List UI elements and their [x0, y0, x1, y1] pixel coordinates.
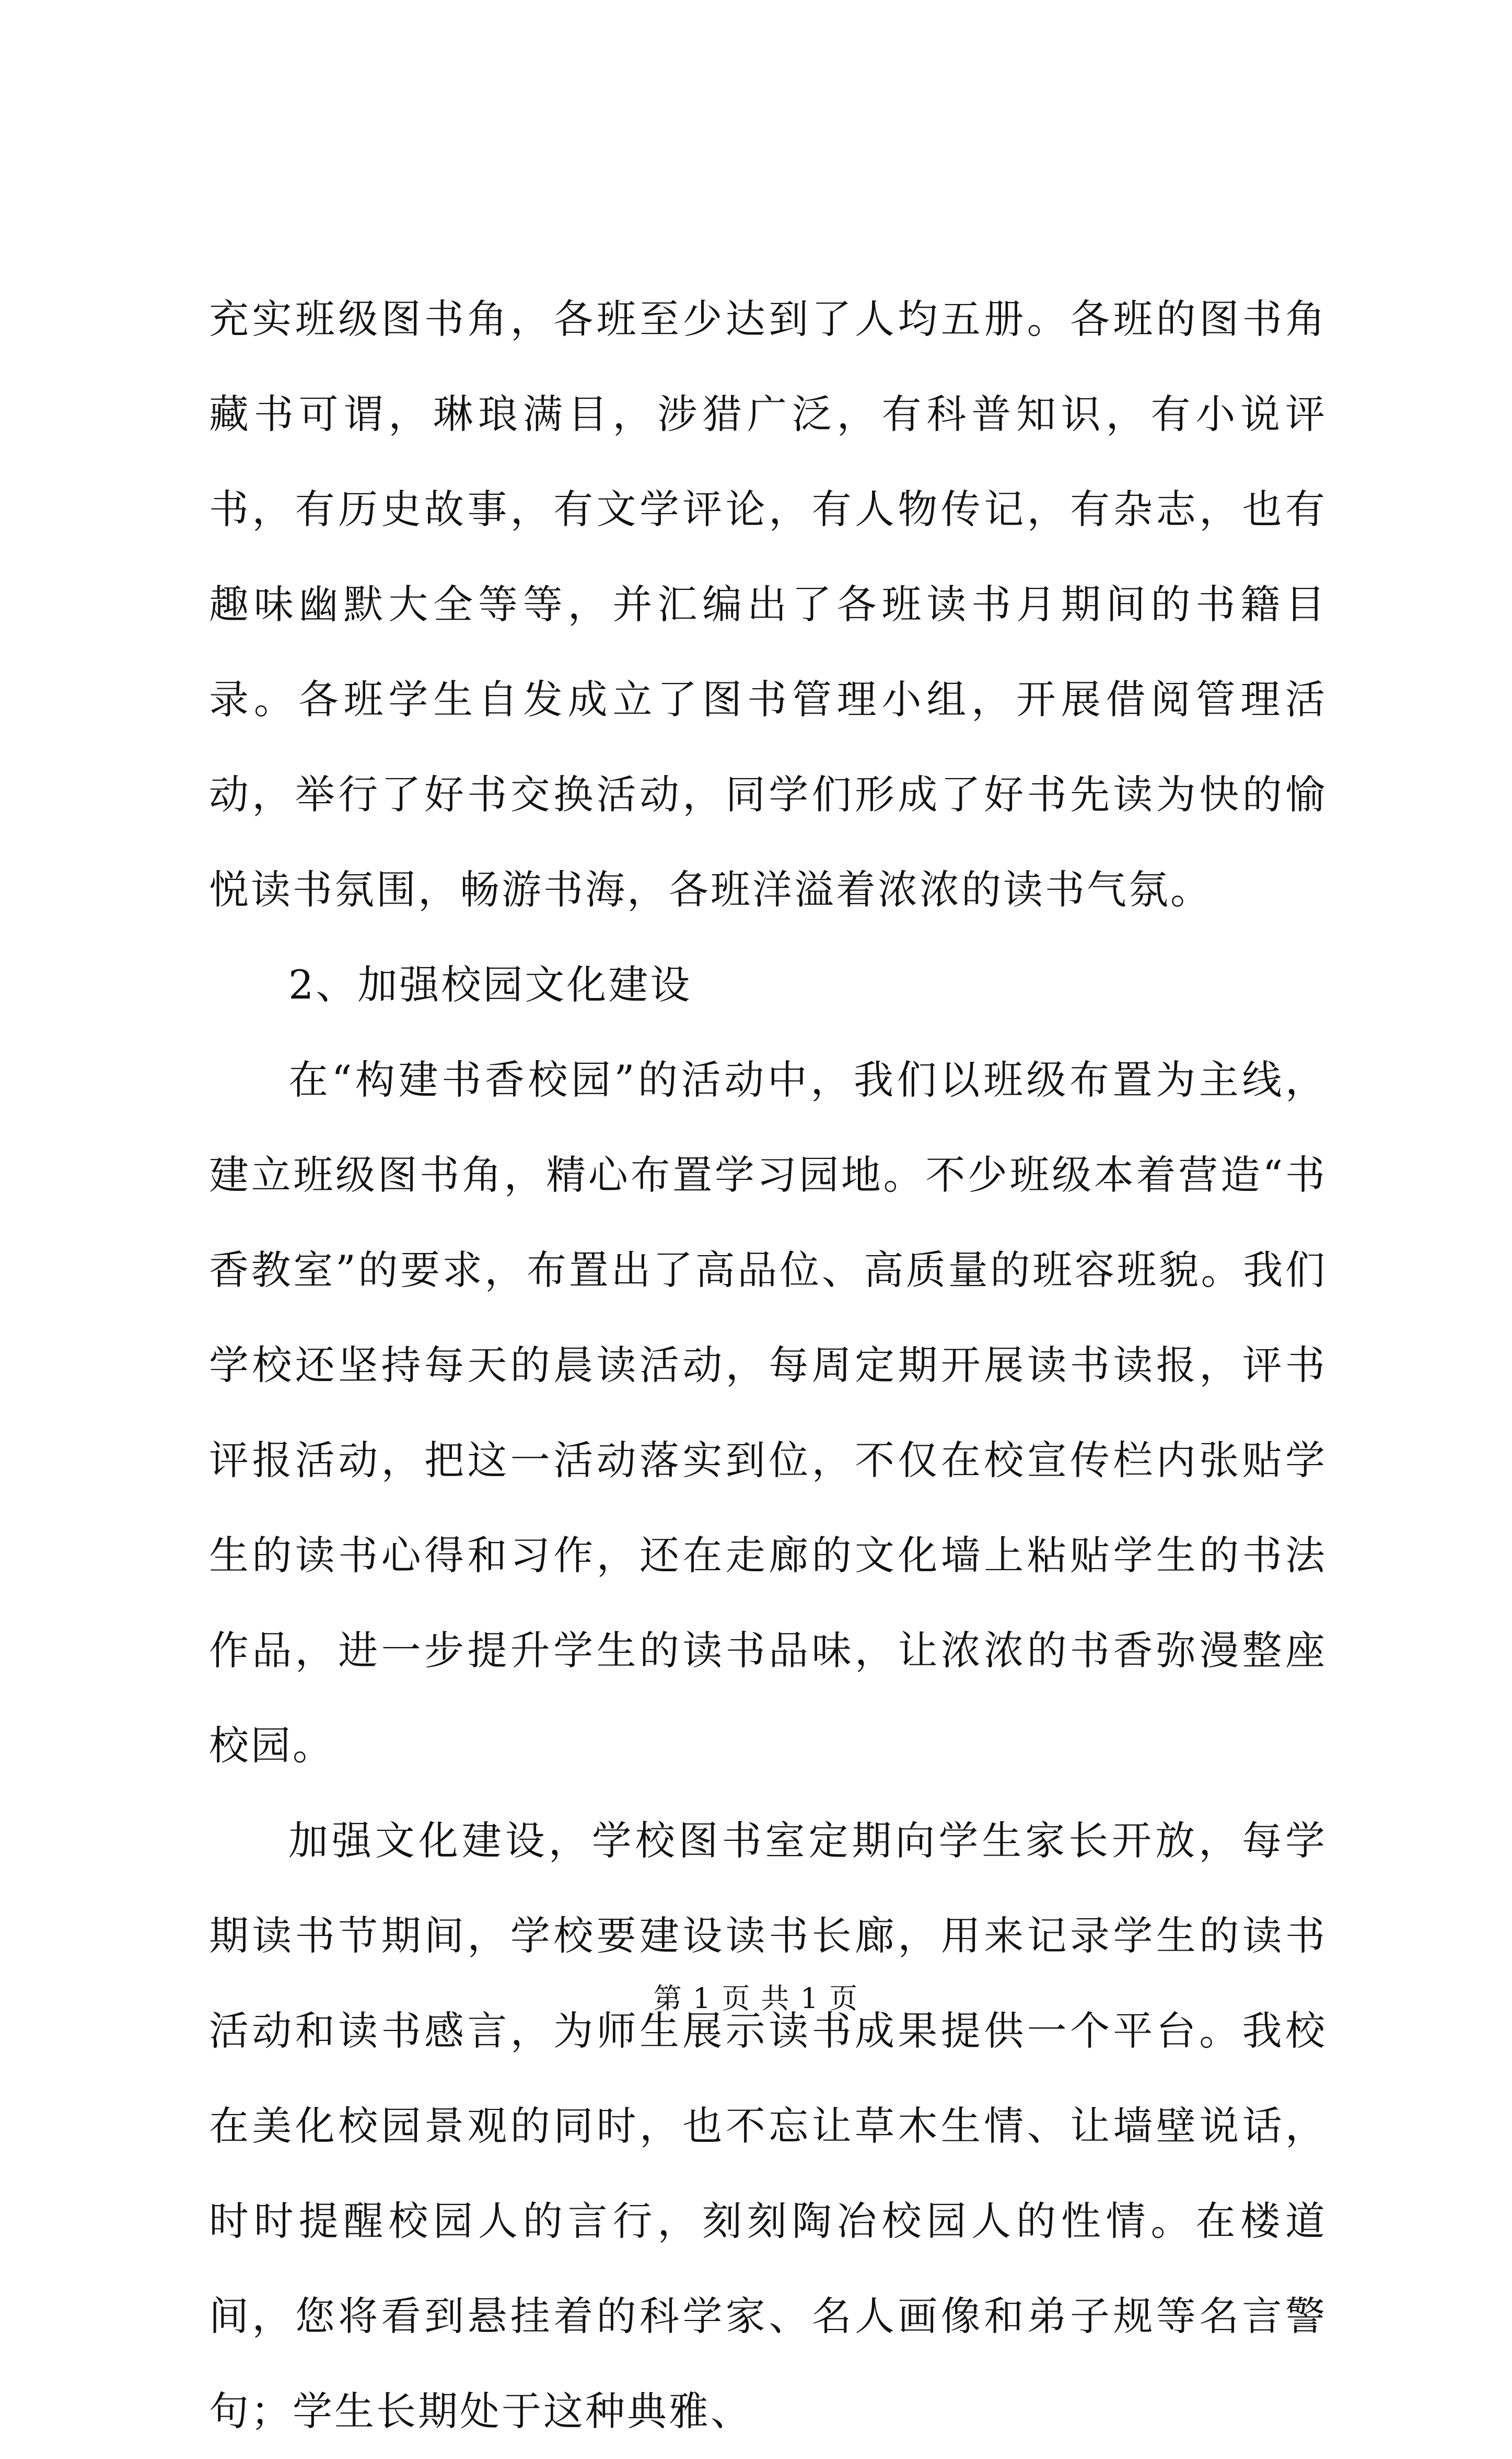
paragraph-cultural-construction: 加强文化建设，学校图书室定期向学生家长开放，每学期读书节期间，学校要建设读书长廊，用来记录学生的读书活动和读书感言，为师生展示读书成果提供一个平台。我校在美化校园景观的同时，也不忘让草木生情、让墙壁说话，时时提醒校园人的言行，刻刻陶冶校园人的性情。在楼道间，您将看到悬挂着的科学家、名人画像和弟子规等名言警句；学生长期处于这种典雅、: [209, 1817, 1327, 2434]
section-heading-campus-culture: 2、加强校园文化建设: [288, 961, 692, 1008]
document-body: [209, 272, 1327, 2459]
paragraph-book-corner: 充实班级图书角，各班至少达到了人均五册。各班的图书角藏书可谓，琳琅满目，涉猎广泛，有科普知识，有小说评书，有历史故事，有文学评论，有人物传记，有杂志，也有趣味幽默大全等等，并汇编出了各班读书月期间的书籍目录。各班学生自发成立了图书管理小组，开展借阅管理活动，举行了好书交换活动，同学们形成了好书先读为快的愉悦读书氛围，畅游书海，各班洋溢着浓浓的读书气氛。: [209, 296, 1327, 913]
page-footer: 第 1 页 共 1 页: [653, 1982, 859, 2015]
paragraph-scholarly-campus: 在“构建书香校园”的活动中，我们以班级布置为主线，建立班级图书角，精心布置学习园地。不少班级本着营造“书香教室”的要求，布置出了高品位、高质量的班容班貌。我们学校还坚持每天的晨读活动，每周定期开展读书读报，评书评报活动，把这一活动落实到位，不仅在校宣传栏内张贴学生的读书心得和习作，还在走廊的文化墙上粘贴学生的书法作品，进一步提升学生的读书品味，让浓浓的书香弥漫整座校园。: [209, 1057, 1327, 1769]
